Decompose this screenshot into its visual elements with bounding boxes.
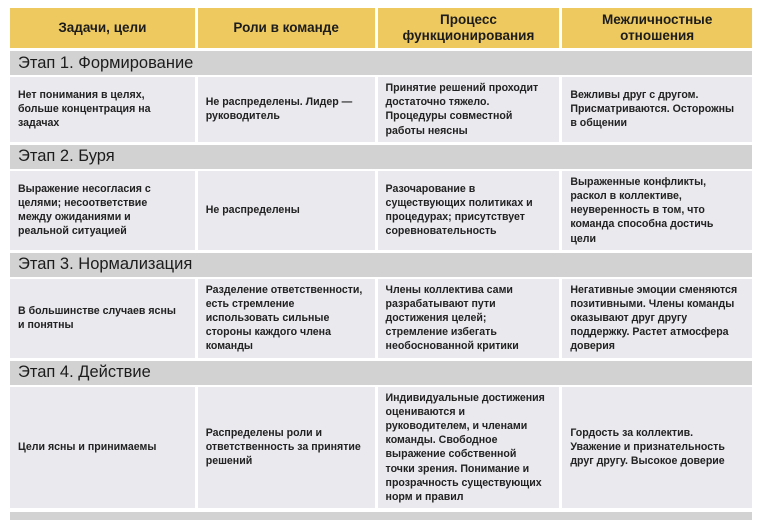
table-cell: Вежливы друг с другом. Присматриваются. Осторожны в общении [562, 77, 752, 142]
section-header-stage-4: Этап 4. Действие [10, 361, 752, 385]
table-cell: Не распределены. Лидер — руководитель [198, 77, 375, 142]
table-cell: Выражение несогласия с целями; несоответствие между ожиданиями и реальной ситуацией [10, 171, 195, 250]
table-cell: Гордость за коллектив. Уважение и признательность друг другу. Высокое доверие [562, 387, 752, 509]
column-header-functioning-process: Процесс функционирования [378, 8, 560, 48]
section-header-stage-1: Этап 1. Формирование [10, 51, 752, 75]
table-cell: Разделение ответственности, есть стремление использовать сильные стороны каждого члена команды [198, 279, 375, 358]
table-cell: Выраженные конфликты, раскол в коллективе, неуверенность в том, что команда способна достичь цели [562, 171, 752, 250]
table-cell: Разочарование в существующих политиках и процедурах; присутствует соревновательность [378, 171, 560, 250]
table-row-stage-3 [10, 279, 752, 358]
section-header-stage-2: Этап 2. Буря [10, 145, 752, 169]
table-header-row [10, 8, 752, 48]
column-header-tasks-goals: Задачи, цели [10, 8, 195, 48]
table-cell: Распределены роли и ответственность за принятие решений [198, 387, 375, 509]
table-cell: Принятие решений проходит достаточно тяжело. Процедуры совместной работы неясны [378, 77, 560, 142]
next-section-band-cropped [10, 512, 752, 520]
table-cell: Цели ясны и принимаемы [10, 387, 195, 509]
table-cell: Индивидуальные достижения оцениваются и руководителем, и членами команды. Свободное выражение собственной точки зрения. Понимание и прозрачность существующих норм и правил [378, 387, 560, 509]
table-cell: В большинстве случаев ясны и понятны [10, 279, 195, 358]
table-cell: Негативные эмоции сменяются позитивными. Члены команды оказывают друг другу поддержку. Растет атмосфера доверия [562, 279, 752, 358]
table-cell: Члены коллектива сами разрабатывают пути достижения целей; стремление избегать необоснованной критики [378, 279, 560, 358]
section-header-stage-3: Этап 3. Нормализация [10, 253, 752, 277]
table-row-stage-1 [10, 77, 752, 142]
column-header-team-roles: Роли в команде [198, 8, 375, 48]
table-cell: Не распределены [198, 171, 375, 250]
column-header-interpersonal-relations: Межличностные отношения [562, 8, 752, 48]
table-row-stage-2 [10, 171, 752, 250]
table-row-stage-4 [10, 387, 752, 509]
table-cell: Нет понимания в целях, больше концентрация на задачах [10, 77, 195, 142]
